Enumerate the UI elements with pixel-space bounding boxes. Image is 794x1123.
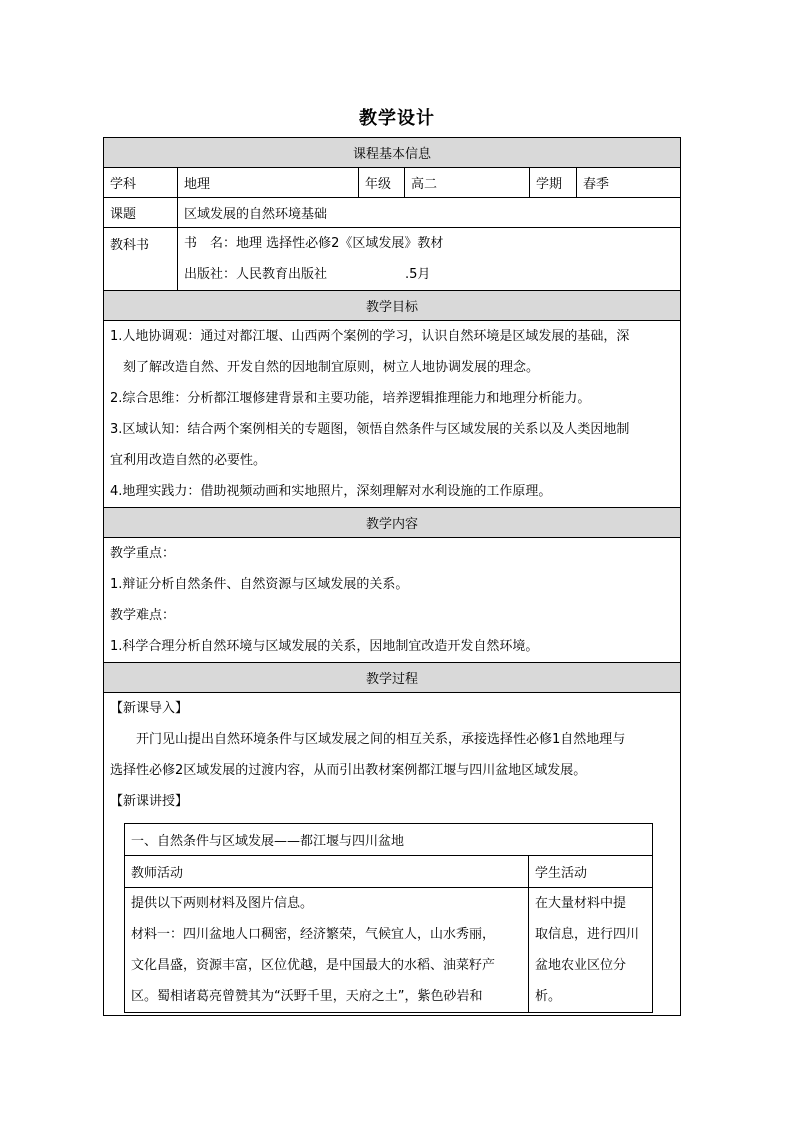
subject-label: 学科: [104, 168, 178, 198]
textbook-name: 书 名：地理 选择性必修2《区域发展》教材: [184, 236, 444, 251]
grade-value: 高二: [405, 168, 530, 198]
objective-line: 刻了解改造自然、开发自然的因地制宜原则，树立人地协调发展的理念。: [123, 360, 540, 375]
teacher-line: 材料一：四川盆地人口稠密，经济繁荣，气候宜人，山水秀丽，: [131, 927, 496, 942]
teacher-line: 文化昌盛，资源丰富，区位优越，是中国最大的水稻、油菜籽产: [131, 958, 496, 973]
teacher-activity-header: 教师活动: [125, 856, 529, 888]
term-label: 学期: [530, 168, 577, 198]
content-header: 教学内容: [104, 508, 681, 538]
objectives-body: [104, 321, 681, 508]
objective-line: 3.区域认知：结合两个案例相关的专题图，领悟自然条件与区域发展的关系以及人类因地制: [110, 422, 630, 437]
content-line: 1.辩证分析自然条件、自然资源与区域发展的关系。: [110, 577, 409, 592]
content-body: [104, 538, 681, 663]
textbook-info: [178, 228, 681, 291]
student-activity-cell: [529, 888, 653, 1013]
grade-label: 年级: [359, 168, 405, 198]
topic-label: 课题: [104, 198, 178, 228]
teacher-line: 区。蜀相诸葛亮曾赞其为“沃野千里，天府之土”，紫色砂岩和: [131, 989, 483, 1004]
teacher-line: 提供以下两则材料及图片信息。: [131, 896, 314, 911]
textbook-publisher: 出版社：人民教育出版社 .5月: [184, 267, 431, 282]
student-line: 盆地农业区位分: [535, 958, 627, 973]
objective-line: 1.人地协调观：通过对都江堰、山西两个案例的学习，认识自然环境是区域发展的基础，深: [110, 329, 630, 344]
intro-title: 【新课导入】: [110, 701, 189, 716]
teacher-activity-cell: [125, 888, 529, 1013]
basic-info-header: 课程基本信息: [104, 138, 681, 168]
student-line: 在大量材料中提: [535, 896, 627, 911]
section-title: 一、自然条件与区域发展——都江堰与四川盆地: [125, 824, 653, 856]
textbook-label: 教科书: [104, 228, 178, 291]
content-line: 教学难点：: [110, 608, 176, 623]
activity-table: [124, 823, 653, 1013]
student-activity-header: 学生活动: [529, 856, 653, 888]
objectives-header: 教学目标: [104, 291, 681, 321]
lesson-plan-table: [103, 137, 681, 1016]
student-line: 析。: [535, 989, 562, 1004]
topic-value: 区域发展的自然环境基础: [178, 198, 681, 228]
intro-line: 选择性必修2区域发展的过渡内容，从而引出教材案例都江堰与四川盆地区域发展。: [110, 763, 587, 778]
process-body: [104, 693, 681, 1016]
objective-line: 4.地理实践力：借助视频动画和实地照片，深刻理解对水利设施的工作原理。: [110, 484, 552, 499]
lecture-title: 【新课讲授】: [110, 794, 189, 809]
term-value: 春季: [577, 168, 681, 198]
process-header: 教学过程: [104, 663, 681, 693]
objective-line: 宜利用改造自然的必要性。: [110, 453, 267, 468]
content-line: 1.科学合理分析自然环境与区域发展的关系，因地制宜改造开发自然环境。: [110, 639, 539, 654]
document-title: 教学设计: [359, 108, 435, 129]
student-line: 取信息，进行四川: [535, 927, 640, 942]
subject-value: 地理: [178, 168, 359, 198]
intro-line: 开门见山提出自然环境条件与区域发展之间的相互关系，承接选择性必修1自然地理与: [136, 732, 626, 747]
objective-line: 2.综合思维：分析都江堰修建背景和主要功能，培养逻辑推理能力和地理分析能力。: [110, 391, 591, 406]
content-line: 教学重点：: [110, 546, 176, 561]
